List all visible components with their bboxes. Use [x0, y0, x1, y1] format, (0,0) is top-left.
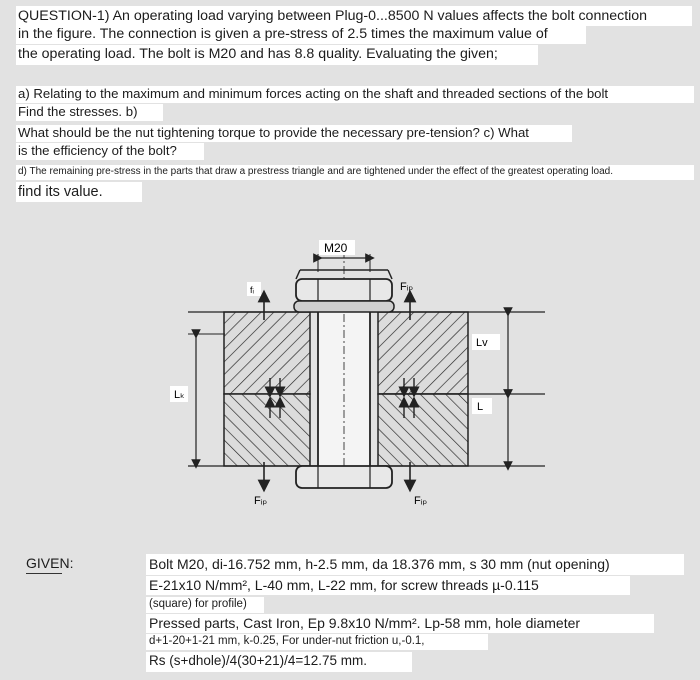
- force-label-bottom-right: Fᵢₚ: [414, 495, 428, 507]
- question-line-3: the operating load. The bolt is M20 and has 8.8 quality. Evaluating the given;: [16, 45, 538, 65]
- force-label-top-left: fᵢ: [250, 285, 254, 295]
- washer: [294, 301, 394, 312]
- part-b-line: Find the stresses. b): [16, 104, 163, 121]
- given-title: GIVEN:: [26, 555, 74, 571]
- bolt-head: [296, 466, 392, 488]
- l-label: L: [477, 401, 484, 413]
- m20-label: M20: [324, 241, 348, 255]
- lk-label: Lₖ: [174, 389, 185, 401]
- part-d-line: d) The remaining pre-stress in the parts that draw a prestress triangle and are tightened under the effect of the greatest operating load.: [16, 165, 694, 180]
- lv-label: Lv: [476, 337, 488, 349]
- part-c-question: is the efficiency of the bolt?: [16, 143, 204, 160]
- given-line-2: E-21x10 N/mm², L-40 mm, L-22 mm, for screw threads µ-0.115: [146, 576, 630, 595]
- part-d-end: find its value.: [16, 182, 142, 202]
- part-b-question: What should be the nut tightening torque to provide the necessary pre-tension? c) What: [16, 125, 572, 142]
- force-label-bottom-left: Fᵢₚ: [254, 495, 268, 507]
- part-a-line: a) Relating to the maximum and minimum forces acting on the shaft and threaded sections of the bolt: [16, 86, 694, 103]
- given-line-1: Bolt M20, di-16.752 mm, h-2.5 mm, da 18.376 mm, s 30 mm (nut opening): [146, 554, 684, 575]
- given-line-6: Rs (s+dhole)/4(30+21)/4=12.75 mm.: [146, 652, 412, 672]
- nut: [296, 270, 392, 301]
- question-line-1: QUESTION-1) An operating load varying between Plug-0...8500 N values affects the bolt connection: [16, 6, 692, 26]
- given-underline: [26, 573, 62, 574]
- given-line-5: d+1-20+1-21 mm, k-0.25, For under-nut friction u,-0.1,: [146, 634, 488, 650]
- given-line-3: (square) for profile): [146, 597, 264, 613]
- given-line-4: Pressed parts, Cast Iron, Ep 9.8x10 N/mm². Lp-58 mm, hole diameter: [146, 614, 654, 633]
- force-label-top-right: Fᵢₚ: [400, 281, 414, 293]
- question-line-2: in the figure. The connection is given a pre-stress of 2.5 times the maximum value of: [16, 26, 586, 44]
